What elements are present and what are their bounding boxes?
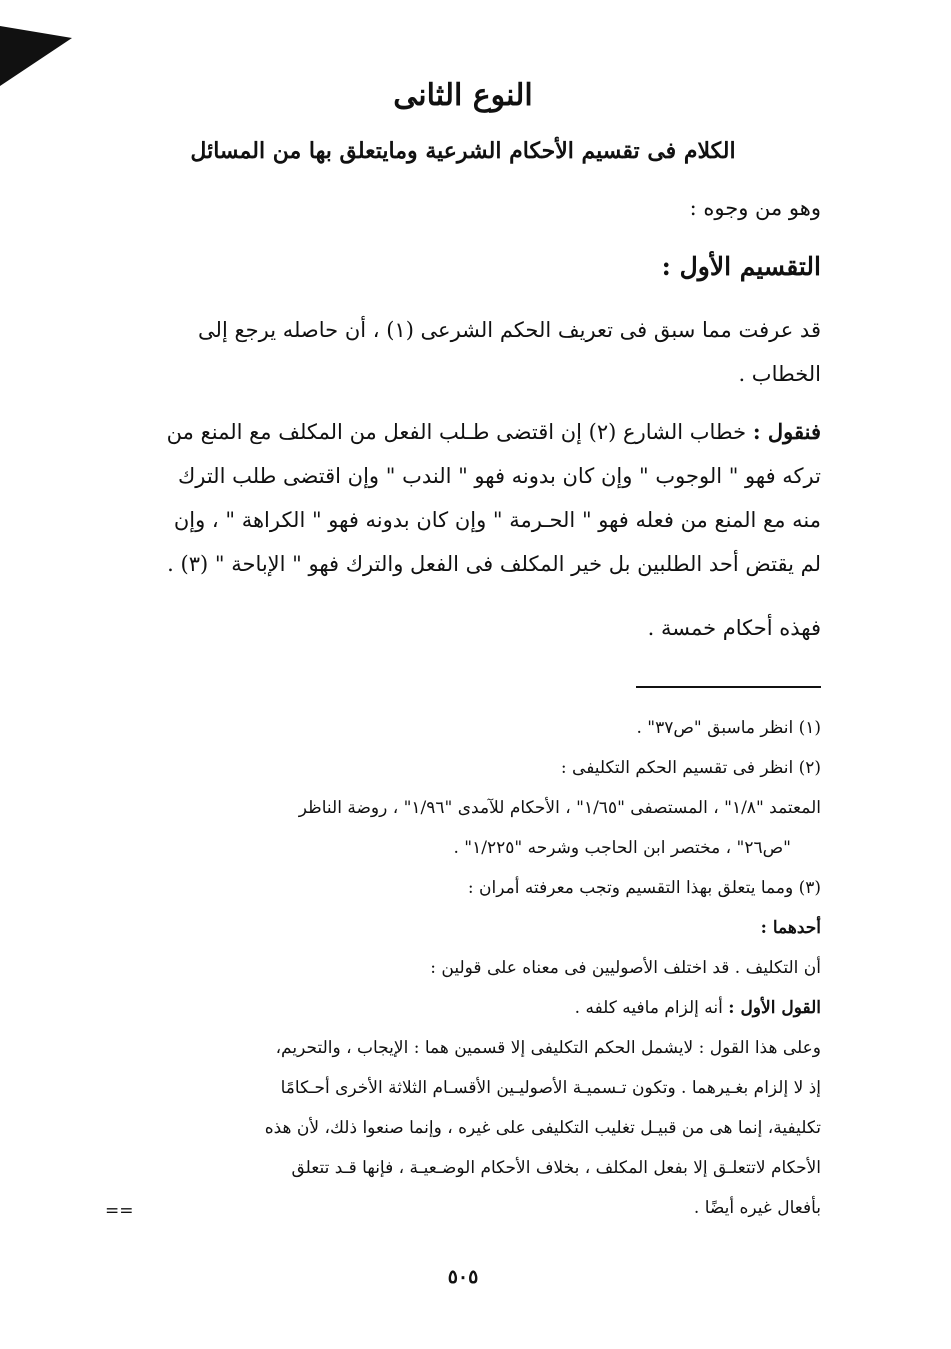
page-title: النوع الثانى [393, 78, 533, 113]
footnote-3-opinion [105, 988, 821, 1028]
paragraph-2-lead: فنقول : [752, 419, 821, 444]
footnote-3-title: (٣) ومما يتعلق بهذا التقسيم وتجب معرفته أمران : [467, 878, 821, 898]
paragraph-1-line: الخطاب . [738, 362, 821, 386]
footnote-2-title: (٢) انظر فى تقسيم الحكم التكليفى : [560, 758, 821, 778]
footnotes [105, 708, 821, 1228]
page-number: ٥٠٥ [447, 1266, 479, 1288]
paragraph-1 [105, 308, 821, 396]
paragraph-2-line: لم يقتض أحد الطلبين بل خير المكلف فى الفعل والترك فهو " الإباحة " (٣) . [167, 552, 821, 576]
footnote-3-opinion-text: أنه إلزام مافيه كلفه . [574, 998, 723, 1018]
footnote-2-line: "ص٢٦" ، مختصر ابن الحاجب وشرحه "١/٢٢٥" . [453, 838, 791, 858]
corner-triangle-icon [0, 18, 75, 88]
footnote-3-line: وعلى هذا القول : لايشمل الحكم التكليفى إلا قسمين هما : الإيجاب ، والتحريم، [275, 1038, 821, 1058]
paragraph-2 [105, 410, 821, 586]
intro-text: وهو من وجوه : [689, 196, 821, 220]
footnote-3-first-text: أن التكليف . قد اختلف الأصوليين فى معناه على قولين : [430, 958, 821, 978]
footnote-3-line: الأحكام لاتتعلـق إلا بفعل المكلف ، بخلاف الأحكام الوضـعيـة ، فإنها قـد تتعلق [291, 1158, 821, 1178]
paragraph-3 [105, 606, 821, 650]
paragraph-2-line: تركه فهو " الوجوب " وإن كان بدونه فهو " الندب " وإن اقتضى طلب الترك [177, 464, 821, 488]
page-subtitle: الكلام فى تقسيم الأحكام الشرعية ومايتعلق بها من المسائل [190, 138, 736, 164]
paragraph-3-line: فهذه أحكام خمسة . [647, 616, 821, 640]
footnote-3-line: تكليفية، إنما هى من قبيـل تغليب التكليفى على غيره ، وإنما صنعوا ذلك، لأن هذه [264, 1118, 821, 1138]
paragraph-2-line-text: خطاب الشارع (٢) إن اقتضى طـلب الفعل من المكلف مع المنع من [166, 420, 747, 444]
paragraph-2-line: منه مع المنع من فعله فهو " الحـرمة " وإن كان بدونه فهو " الكراهة " ، وإن [173, 508, 821, 532]
paragraph-1-line: قد عرفت مما سبق فى تعريف الحكم الشرعى (١) ، أن حاصله يرجع إلى [198, 318, 821, 342]
footnote-3-line: إذ لا إلزام بغـيرهما . وتكون تـسميـة الأصوليـين الأقسـام الثلاثة الأخرى أحـكامًا [280, 1078, 821, 1098]
footnote-3-line: بأفعال غيره أيضًا . [693, 1198, 821, 1218]
continuation-mark: == [105, 1201, 134, 1221]
footnote-3-first-label: أحدهما : [760, 918, 821, 938]
footnote-1: (١) انظر ماسبق "ص٣٧" . [636, 718, 821, 738]
footnote-2-line: المعتمد "١/٨" ، المستصفى "١/٦٥" ، الأحكام للآمدى "١/٩٦" ، روضة الناظر [298, 798, 821, 818]
footnote-3-opinion-label: القول الأول : [728, 998, 821, 1018]
section-heading: التقسيم الأول : [661, 252, 821, 281]
paragraph-2-line [105, 410, 821, 454]
footnote-divider [636, 686, 821, 688]
